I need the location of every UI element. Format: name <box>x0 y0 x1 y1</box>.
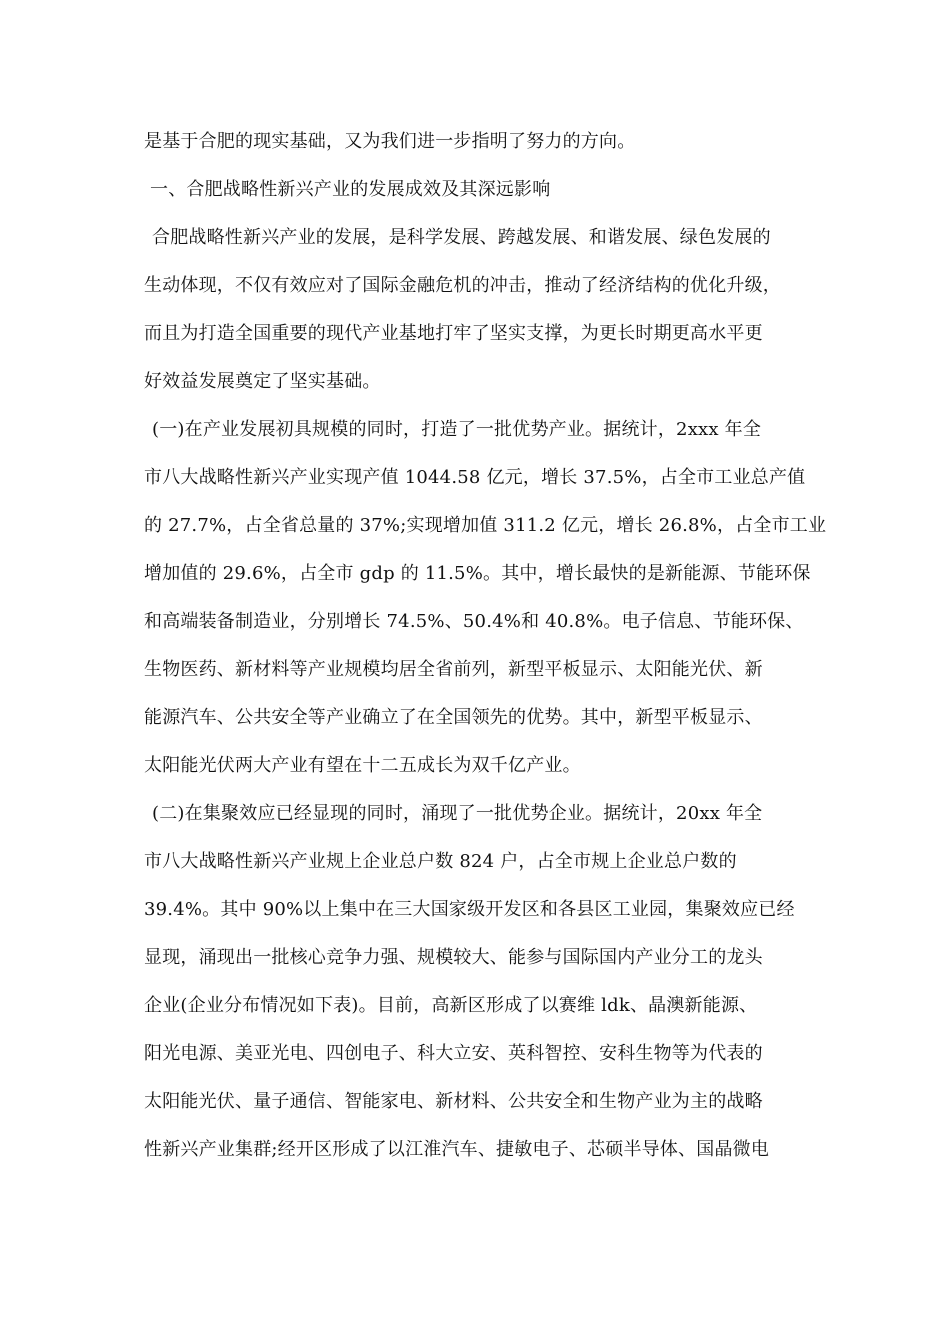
text-line: 的 27.7%，占全省总量的 37%;实现增加值 311.2 亿元，增长 26.8%，占全市工业 <box>144 515 827 536</box>
text-line: 市八大战略性新兴产业规上企业总户数 824 户，占全市规上企业总户数的 <box>144 851 737 872</box>
text-line: 好效益发展奠定了坚实基础。 <box>144 371 381 392</box>
text-line: 是基于合肥的现实基础，又为我们进一步指明了努力的方向。 <box>144 131 636 152</box>
section-heading: 一、合肥战略性新兴产业的发展成效及其深远影响 <box>150 179 551 200</box>
text-line: 太阳能光伏两大产业有望在十二五成长为双千亿产业。 <box>144 755 581 776</box>
text-line: (二)在集聚效应已经显现的同时，涌现了一批优势企业。据统计，20xx 年全 <box>152 803 763 824</box>
text-line: 能源汽车、公共安全等产业确立了在全国领先的优势。其中，新型平板显示、 <box>144 707 763 728</box>
text-line: 显现，涌现出一批核心竞争力强、规模较大、能参与国际国内产业分工的龙头 <box>144 947 763 968</box>
text-line: 性新兴产业集群;经开区形成了以江淮汽车、捷敏电子、芯硕半导体、国晶微电 <box>144 1139 770 1160</box>
text-line: 和高端装备制造业，分别增长 74.5%、50.4%和 40.8%。电子信息、节能环保、 <box>144 611 804 632</box>
text-line: 生物医药、新材料等产业规模均居全省前列，新型平板显示、太阳能光伏、新 <box>144 659 763 680</box>
text-line: 而且为打造全国重要的现代产业基地打牢了坚实支撑，为更长时期更高水平更 <box>144 323 763 344</box>
text-line: 增加值的 29.6%，占全市 gdp 的 11.5%。其中，增长最快的是新能源、节能环保 <box>144 563 811 584</box>
text-line: 生动体现，不仅有效应对了国际金融危机的冲击，推动了经济结构的优化升级， <box>144 275 781 296</box>
text-line: 太阳能光伏、量子通信、智能家电、新材料、公共安全和生物产业为主的战略 <box>144 1091 763 1112</box>
document-body <box>144 118 827 1174</box>
text-line: 企业(企业分布情况如下表)。目前，高新区形成了以赛维 ldk、晶澳新能源、 <box>144 995 758 1016</box>
text-line: 阳光电源、美亚光电、四创电子、科大立安、英科智控、安科生物等为代表的 <box>144 1043 763 1064</box>
text-line: 39.4%。其中 90%以上集中在三大国家级开发区和各县区工业园，集聚效应已经 <box>144 899 795 920</box>
text-line: (一)在产业发展初具规模的同时，打造了一批优势产业。据统计，2xxx 年全 <box>152 419 762 440</box>
text-line: 市八大战略性新兴产业实现产值 1044.58 亿元，增长 37.5%，占全市工业总产值 <box>144 467 806 488</box>
text-line: 合肥战略性新兴产业的发展，是科学发展、跨越发展、和谐发展、绿色发展的 <box>152 227 771 248</box>
